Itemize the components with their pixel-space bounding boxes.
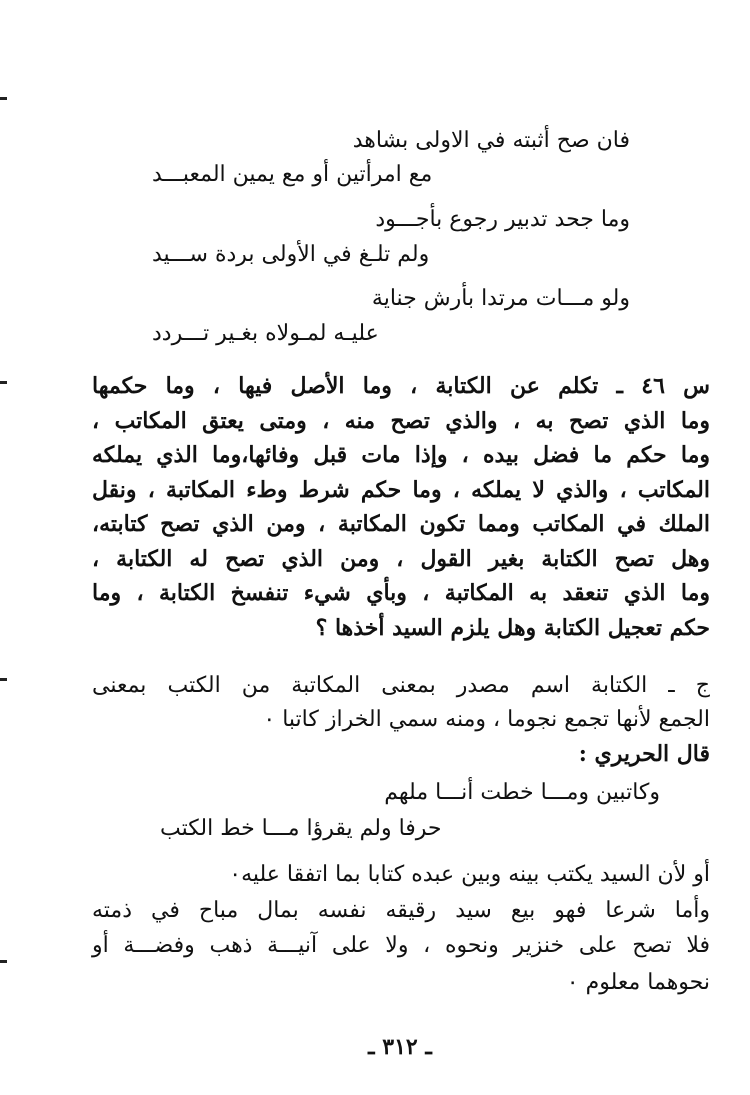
poem-line: ولم تلـغ في الأولى بردة ســـيد — [152, 242, 430, 267]
question-line: وهل تصح الكتابة بغير القول ، ومن الذي تصح له الكتابة ، — [92, 546, 710, 572]
edge-mark — [0, 678, 7, 681]
edge-mark — [0, 97, 7, 100]
answer-line: الجمع لأنها تجمع نجوما ، ومنه سمي الخراز كاتبا ٠ — [263, 707, 710, 732]
question-line: الملك في المكاتب ومما تكون المكاتبة ، ومن الذي تصح كتابته، — [92, 511, 710, 537]
quote-intro: قال الحريري : — [578, 741, 710, 767]
poem-line: وما جحد تدبير رجوع بأجـــود — [375, 207, 630, 232]
question-line: وما الذي تصح به ، والذي تصح منه ، ومتى يعتق المكاتب ، — [92, 408, 710, 434]
answer-line: ج ـ الكتابة اسم مصدر بمعنى المكاتبة من الكتب بمعنى — [92, 673, 710, 698]
question-line: س ٤٦ ـ تكلم عن الكتابة ، وما الأصل فيها ، وما حكمها — [92, 373, 710, 399]
poem-line: عليـه لمـولاه بغـير تـــردد — [152, 321, 379, 346]
poem-line: وكاتبين ومـــا خطت أنـــا ملهم — [384, 780, 660, 805]
paragraph-line: نحوهما معلوم ٠ — [566, 970, 710, 995]
poem-line: فان صح أثبته في الاولى بشاهد — [352, 128, 630, 153]
poem-line: حرفا ولم يقرؤا مـــا خط الكتب — [160, 816, 442, 841]
poem-line: ولو مـــات مرتدا بأرش جناية — [371, 286, 630, 311]
edge-mark — [0, 960, 7, 963]
question-line: وما حكم ما فضل بيده ، وإذا مات قبل وفائها،وما الذي يملكه — [92, 442, 710, 468]
poem-line: مع امرأتين أو مع يمين المعبـــد — [152, 162, 433, 187]
page-number: ـ ٣١٢ ـ — [368, 1034, 432, 1060]
paragraph-line: فلا تصح على خنزير ونحوه ، ولا على آنيـــة ذهب وفضـــة أو — [92, 933, 710, 958]
question-line: حكم تعجيل الكتابة وهل يلزم السيد أخذها ؟ — [315, 615, 710, 641]
paragraph-line: وأما شرعا فهو بيع سيد رقيقه نفسه بمال مباح في ذمته — [92, 898, 710, 923]
edge-mark — [0, 381, 7, 384]
paragraph-line: أو لأن السيد يكتب بينه وبين عبده كتابا بما اتفقا عليه٠ — [229, 862, 710, 887]
question-line: وما الذي تنعقد به المكاتبة ، وبأي شيء تنفسخ الكتابة ، وما — [92, 580, 710, 606]
question-line: المكاتب ، والذي لا يملكه ، وما حكم شرط وطء المكاتبة ، ونقل — [92, 477, 710, 503]
